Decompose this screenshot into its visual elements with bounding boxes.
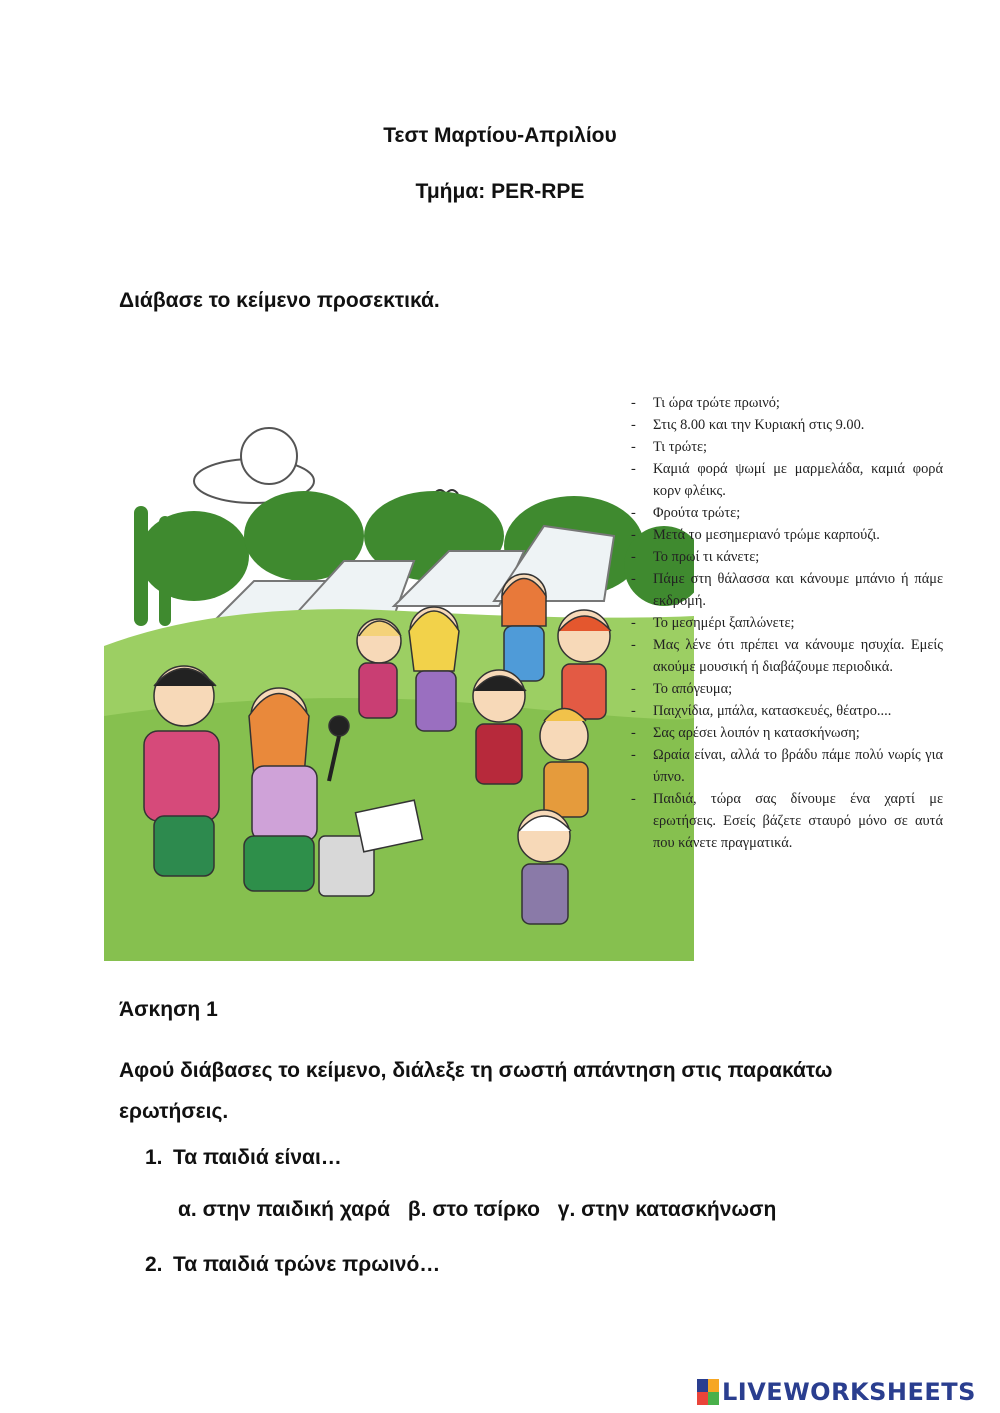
question-number: 1. xyxy=(145,1146,163,1169)
question-1 xyxy=(145,1146,342,1170)
logo-text: LIVEWORKSHEETS xyxy=(722,1378,976,1406)
question-number: 2. xyxy=(145,1253,163,1276)
dialogue-line: - Ωραία είναι, αλλά το βράδυ πάμε πολύ νωρίς για ύπνο. xyxy=(631,744,943,788)
dialogue-line: - Το απόγευμα; xyxy=(631,678,943,700)
class-line: Τμήμα: PER-RPE xyxy=(415,180,585,203)
question-text: Τα παιδιά τρώνε πρωινό… xyxy=(173,1253,441,1276)
exercise-title: Άσκηση 1 xyxy=(119,998,218,1021)
dialogue-line: - Σας αρέσει λοιπόν η κατασκήνωση; xyxy=(631,722,943,744)
dialogue-line: - Φρούτα τρώτε; xyxy=(631,502,943,524)
dialogue-line: - Παιδιά, τώρα σας δίνουμε ένα χαρτί με ερωτήσεις. Εσείς βάζετε σταυρό μόνο σε αυτά που κάνετε πραγματικά. xyxy=(631,788,943,854)
exercise-instruction: Αφού διάβασες το κείμενο, διάλεξε τη σωστή απάντηση στις παρακάτω ερωτήσεις. xyxy=(119,1059,833,1123)
dialogue-line: - Μετά το μεσημεριανό τρώμε καρπούζι. xyxy=(631,524,943,546)
dialogue-line: - Τι ώρα τρώτε πρωινό; xyxy=(631,392,943,414)
dialogue-list xyxy=(631,392,943,854)
answer-option[interactable]: α. στην παιδική χαρά xyxy=(178,1198,390,1221)
dialogue-line: - Το πρωί τι κάνετε; xyxy=(631,546,943,568)
liveworksheets-logo xyxy=(697,1377,976,1407)
dialogue-line: - Μας λένε ότι πρέπει να κάνουμε ησυχία. Εμείς ακούμε μουσική ή διαβάζουμε περιοδικά. xyxy=(631,634,943,678)
dialogue-line: - Το μεσημέρι ξαπλώνετε; xyxy=(631,612,943,634)
dialogue-line: - Παιχνίδια, μπάλα, κατασκευές, θέατρο.... xyxy=(631,700,943,722)
logo-mark-icon xyxy=(697,1379,719,1405)
question-text: Τα παιδιά είναι… xyxy=(173,1146,342,1169)
dialogue-line: - Πάμε στη θάλασσα και κάνουμε μπάνιο ή πάμε εκδρομή. xyxy=(631,568,943,612)
worksheet-title: Τεστ Μαρτίου-Απριλίου xyxy=(383,124,617,147)
question-1-options xyxy=(178,1198,788,1222)
camp-illustration xyxy=(104,386,694,961)
reading-passage xyxy=(68,366,1000,966)
answer-option[interactable]: γ. στην κατασκήνωση xyxy=(557,1198,777,1221)
dialogue-line: - Τι τρώτε; xyxy=(631,436,943,458)
question-2 xyxy=(145,1253,440,1277)
answer-option[interactable]: β. στο τσίρκο xyxy=(407,1198,540,1221)
reading-instruction: Διάβασε το κείμενο προσεκτικά. xyxy=(119,289,440,312)
dialogue-line: - Καμιά φορά ψωμί με μαρμελάδα, καμιά φορά κορν φλέικς. xyxy=(631,458,943,502)
dialogue-line: - Στις 8.00 και την Κυριακή στις 9.00. xyxy=(631,414,943,436)
